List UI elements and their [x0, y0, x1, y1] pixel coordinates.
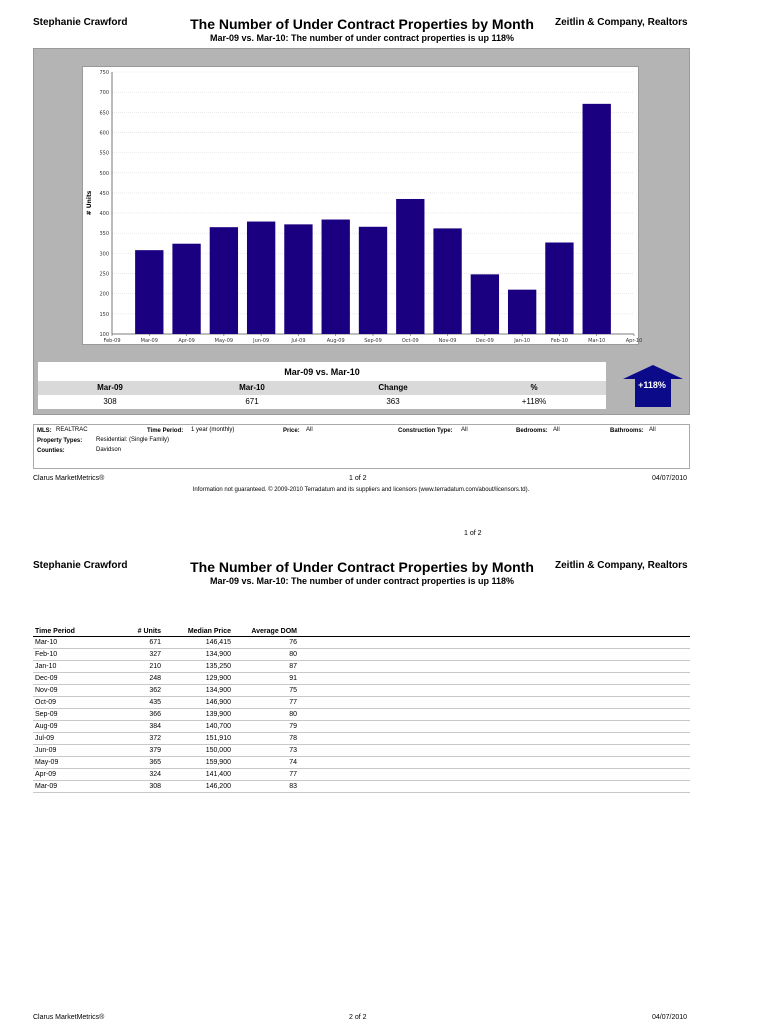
- bar: [210, 227, 238, 334]
- comparison-value-mar10: 671: [245, 397, 259, 406]
- cell-average-dom: 74: [233, 757, 299, 769]
- cell-median-price: 159,900: [163, 757, 233, 769]
- y-tick-label: 100: [99, 332, 109, 338]
- cell-units: 365: [103, 757, 163, 769]
- cell-average-dom: 79: [233, 721, 299, 733]
- y-tick-label: 150: [99, 311, 109, 318]
- comparison-header-change: Change: [378, 383, 408, 392]
- cell-units: 384: [103, 721, 163, 733]
- cell-units: 324: [103, 769, 163, 781]
- cell-median-price: 150,000: [163, 745, 233, 757]
- x-tick-label: Feb-10: [550, 338, 568, 344]
- bar: [508, 290, 536, 334]
- y-tick-label: 250: [99, 271, 109, 278]
- cell-spacer: [299, 661, 690, 673]
- cell-median-price: 146,415: [163, 637, 233, 649]
- cell-units: 210: [103, 661, 163, 673]
- cell-spacer: [299, 673, 690, 685]
- table-row: [33, 733, 690, 745]
- cell-time-period: Jul-09: [33, 733, 103, 745]
- table-row: [33, 637, 690, 649]
- cell-average-dom: 91: [233, 673, 299, 685]
- cell-median-price: 146,900: [163, 697, 233, 709]
- cell-average-dom: 76: [233, 637, 299, 649]
- bedrooms-label: Bedrooms:: [516, 428, 548, 434]
- y-tick-label: 350: [99, 231, 109, 238]
- x-tick-label: Oct-09: [401, 338, 419, 344]
- cell-average-dom: 80: [233, 649, 299, 661]
- table-row: [33, 757, 690, 769]
- footer-date: 04/07/2010: [652, 475, 688, 482]
- table-header-row: [33, 627, 690, 637]
- property-types-value: Residential: (Single Family): [96, 437, 170, 443]
- comparison-value-percent: +118%: [521, 397, 547, 406]
- mls-value: REALTRAC: [56, 427, 88, 433]
- bar: [322, 220, 350, 334]
- agent-name: Stephanie Crawford: [33, 17, 128, 28]
- x-tick-label: Aug-09: [326, 338, 345, 344]
- column-header-spacer: [299, 627, 690, 637]
- cell-spacer: [299, 685, 690, 697]
- cell-spacer: [299, 757, 690, 769]
- bar: [359, 227, 387, 334]
- y-tick-label: 400: [99, 211, 109, 218]
- cell-average-dom: 80: [233, 709, 299, 721]
- y-tick-label: 700: [99, 90, 109, 97]
- x-tick-label: Jun-09: [253, 338, 270, 344]
- bar: [545, 243, 573, 334]
- cell-average-dom: 75: [233, 685, 299, 697]
- footer-brand-page2: Clarus MarketMetrics®: [33, 1014, 105, 1021]
- counties-label: Counties:: [37, 448, 65, 454]
- cell-time-period: Dec-09: [33, 673, 103, 685]
- cell-time-period: May-09: [33, 757, 103, 769]
- page-title-page2: The Number of Under Contract Properties by Month: [190, 559, 534, 575]
- cell-median-price: 151,910: [163, 733, 233, 745]
- y-tick-label: 600: [99, 130, 109, 137]
- cell-spacer: [299, 709, 690, 721]
- footer-date-page2: 04/07/2010: [652, 1014, 688, 1021]
- cell-units: 372: [103, 733, 163, 745]
- x-tick-label: Nov-09: [438, 338, 457, 344]
- price-label: Price:: [283, 428, 300, 434]
- counties-value: Davidson: [96, 447, 122, 453]
- cell-time-period: Mar-09: [33, 781, 103, 793]
- table-row: [33, 721, 690, 733]
- comparison-header-mar10: Mar-10: [239, 383, 265, 392]
- x-tick-label: Mar-10: [588, 338, 606, 344]
- bar: [135, 250, 163, 334]
- cell-spacer: [299, 745, 690, 757]
- cell-median-price: 141,400: [163, 769, 233, 781]
- cell-spacer: [299, 781, 690, 793]
- cell-median-price: 134,900: [163, 685, 233, 697]
- cell-units: 308: [103, 781, 163, 793]
- cell-time-period: Jan-10: [33, 661, 103, 673]
- x-tick-label: Jan-10: [514, 338, 531, 344]
- table-row: [33, 685, 690, 697]
- cell-time-period: Nov-09: [33, 685, 103, 697]
- cell-average-dom: 78: [233, 733, 299, 745]
- cell-median-price: 140,700: [163, 721, 233, 733]
- cell-median-price: 129,900: [163, 673, 233, 685]
- cell-units: 248: [103, 673, 163, 685]
- cell-spacer: [299, 733, 690, 745]
- filter-info-box: [33, 424, 690, 469]
- y-tick-label: 500: [99, 170, 109, 177]
- cell-units: 379: [103, 745, 163, 757]
- comparison-value-change: 363: [386, 397, 400, 406]
- cell-median-price: 146,200: [163, 781, 233, 793]
- y-tick-label: 650: [99, 110, 109, 117]
- construction-type-label: Construction Type:: [398, 428, 453, 434]
- bar: [172, 244, 200, 334]
- monthly-data-table: [33, 627, 690, 793]
- cell-time-period: Sep-09: [33, 709, 103, 721]
- time-period-label: Time Period:: [147, 428, 184, 434]
- table-row: [33, 649, 690, 661]
- cell-units: 671: [103, 637, 163, 649]
- x-tick-label: Mar-09: [140, 338, 158, 344]
- footer-page-number-page2: 2 of 2: [349, 1014, 367, 1021]
- cell-time-period: Mar-10: [33, 637, 103, 649]
- cell-spacer: [299, 649, 690, 661]
- bar: [284, 224, 312, 334]
- company-name-page2: Zeitlin & Company, Realtors: [555, 560, 688, 571]
- page-subtitle: Mar-09 vs. Mar-10: The number of under contract properties is up 118%: [209, 33, 515, 43]
- footer-disclaimer: Information not guaranteed. © 2009-2010 Terradatum and its suppliers and licensors (www.terradatum.com/about/licensors.td).: [192, 487, 530, 493]
- x-tick-label: Sep-09: [364, 338, 382, 344]
- table-row: [33, 661, 690, 673]
- x-tick-label: May-09: [214, 338, 234, 344]
- cell-units: 362: [103, 685, 163, 697]
- table-row: [33, 697, 690, 709]
- cell-units: 435: [103, 697, 163, 709]
- cell-spacer: [299, 697, 690, 709]
- property-types-label: Property Types:: [37, 438, 83, 444]
- bar: [247, 222, 275, 334]
- column-header-average-dom: Average DOM: [233, 627, 299, 637]
- cell-average-dom: 77: [233, 697, 299, 709]
- construction-type-value: All: [461, 427, 468, 433]
- cell-spacer: [299, 637, 690, 649]
- cell-average-dom: 77: [233, 769, 299, 781]
- company-name: Zeitlin & Company, Realtors: [555, 17, 688, 28]
- column-header-median-price: Median Price: [163, 627, 233, 637]
- cell-time-period: Apr-09: [33, 769, 103, 781]
- y-axis-label: # Units: [86, 190, 93, 216]
- bar: [433, 228, 461, 334]
- y-tick-label: 200: [99, 291, 109, 298]
- table-row: [33, 769, 690, 781]
- comparison-title: Mar-09 vs. Mar-10: [284, 367, 360, 377]
- cell-time-period: Jun-09: [33, 745, 103, 757]
- x-tick-label: Apr-09: [178, 338, 195, 344]
- bar-chart: [82, 66, 643, 346]
- x-tick-label: Dec-09: [475, 338, 494, 344]
- comparison-header-mar09: Mar-09: [97, 383, 123, 392]
- x-tick-label: Jul-09: [291, 338, 306, 344]
- cell-time-period: Aug-09: [33, 721, 103, 733]
- cell-median-price: 134,900: [163, 649, 233, 661]
- y-tick-label: 450: [99, 190, 109, 197]
- column-header-time-period: Time Period: [33, 627, 103, 637]
- cell-units: 366: [103, 709, 163, 721]
- bar: [471, 274, 499, 334]
- page-title: The Number of Under Contract Properties by Month: [190, 16, 534, 32]
- cell-time-period: Oct-09: [33, 697, 103, 709]
- table-row: [33, 781, 690, 793]
- page-marker: 1 of 2: [464, 530, 482, 537]
- bar: [583, 104, 611, 334]
- footer-page-number: 1 of 2: [349, 475, 367, 482]
- bathrooms-label: Bathrooms:: [610, 428, 644, 434]
- table-row: [33, 745, 690, 757]
- cell-median-price: 139,900: [163, 709, 233, 721]
- x-tick-label: Feb-09: [103, 338, 121, 344]
- bedrooms-value: All: [553, 427, 560, 433]
- comparison-header-percent: %: [530, 383, 538, 392]
- cell-spacer: [299, 769, 690, 781]
- y-tick-label: 300: [99, 251, 109, 258]
- cell-average-dom: 83: [233, 781, 299, 793]
- cell-units: 327: [103, 649, 163, 661]
- cell-average-dom: 73: [233, 745, 299, 757]
- cell-time-period: Feb-10: [33, 649, 103, 661]
- x-tick-label: Apr-10: [625, 338, 643, 344]
- bathrooms-value: All: [649, 427, 656, 433]
- bar: [396, 199, 424, 334]
- change-badge: +118%: [638, 380, 666, 390]
- y-tick-label: 550: [99, 150, 109, 157]
- comparison-value-mar09: 308: [103, 397, 117, 406]
- agent-name-page2: Stephanie Crawford: [33, 560, 128, 571]
- cell-median-price: 135,250: [163, 661, 233, 673]
- time-period-value: 1 year (monthly): [191, 427, 235, 433]
- table-row: [33, 709, 690, 721]
- cell-average-dom: 87: [233, 661, 299, 673]
- mls-label: MLS:: [37, 428, 52, 434]
- page-subtitle-page2: Mar-09 vs. Mar-10: The number of under contract properties is up 118%: [209, 576, 515, 586]
- cell-spacer: [299, 721, 690, 733]
- price-value: All: [306, 427, 313, 433]
- footer-brand: Clarus MarketMetrics®: [33, 475, 105, 482]
- y-tick-label: 750: [99, 70, 109, 76]
- column-header-units: # Units: [103, 627, 163, 637]
- table-row: [33, 673, 690, 685]
